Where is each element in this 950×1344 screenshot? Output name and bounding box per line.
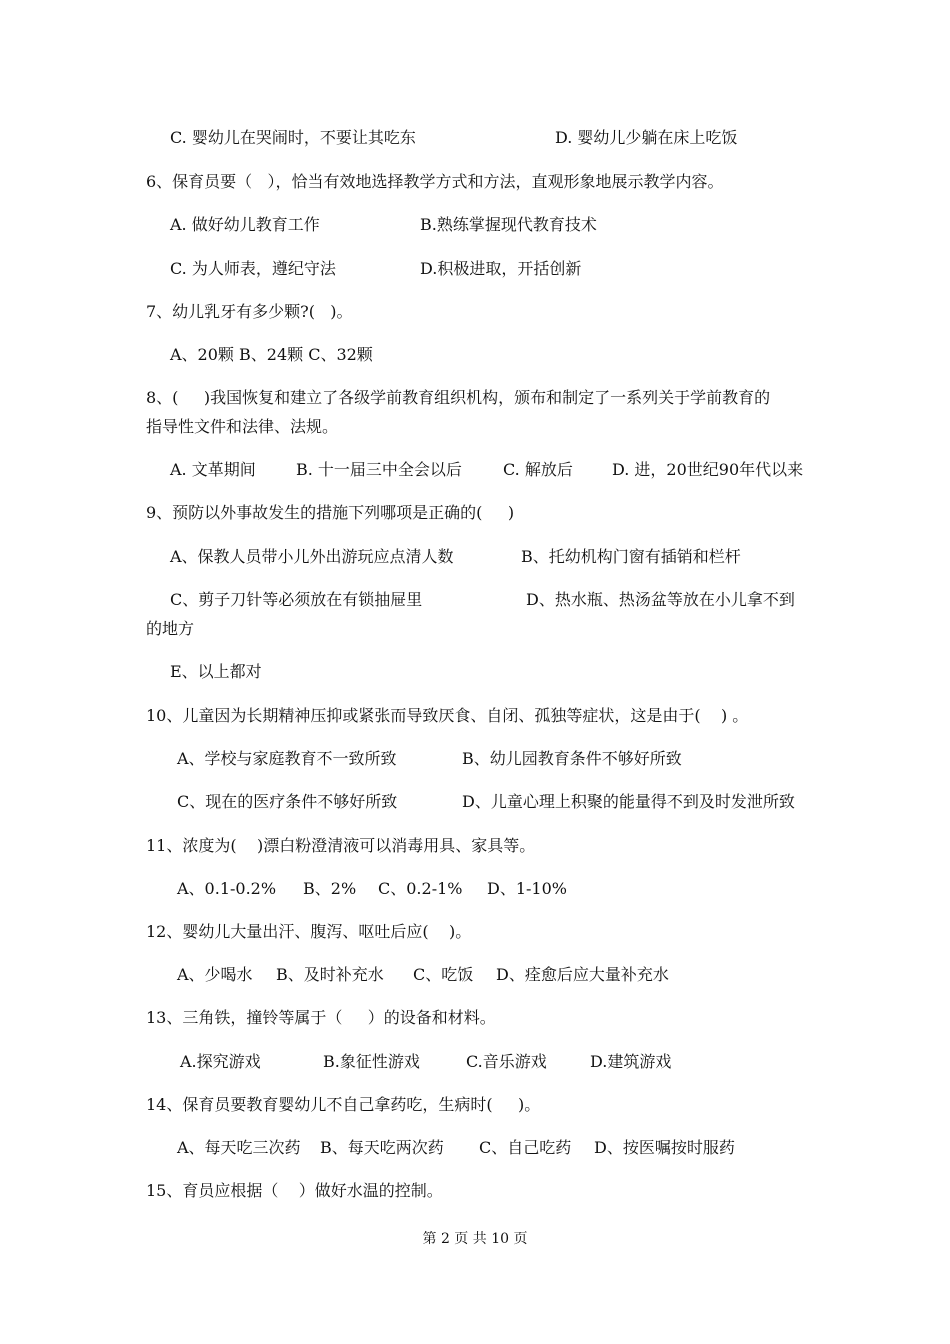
q13-stem: 13、三角铁，撞铃等属于（ ）的设备和材料。: [146, 1008, 496, 1027]
q11-option-a: A、0.1-0.2%: [177, 879, 277, 898]
q8-stem-line2: 指导性文件和法律、法规。: [146, 417, 339, 436]
q9-stem: 9、预防以外事故发生的措施下列哪项是正确的( ): [146, 503, 515, 522]
q13-option-b: B.象征性游戏: [323, 1052, 420, 1071]
q8-stem-line1: 8、( )我国恢复和建立了各级学前教育组织机构，颁布和制定了一系列关于学前教育的: [146, 388, 771, 407]
q9-option-d-line2: 的地方: [146, 619, 195, 638]
q9-option-c: C、剪子刀针等必须放在有锁抽屉里: [170, 590, 423, 609]
q11-stem: 11、浓度为( )漂白粉澄清液可以消毒用具、家具等。: [146, 836, 536, 855]
q11-option-b: B、2%: [303, 879, 357, 898]
q6-stem: 6、保育员要（ ），恰当有效地选择教学方式和方法，直观形象地展示教学内容。: [146, 172, 724, 191]
q15-stem: 15、育员应根据（ ）做好水温的控制。: [146, 1181, 443, 1200]
q10-option-b: B、幼儿园教育条件不够好所致: [462, 749, 682, 768]
q7-options: A、20颗 B、24颗 C、32颗: [170, 345, 373, 364]
q12-option-a: A、少喝水: [177, 965, 253, 984]
q13-option-c: C.音乐游戏: [466, 1052, 547, 1071]
q7-stem: 7、幼儿乳牙有多少颗?( )。: [146, 302, 353, 321]
q13-option-d: D.建筑游戏: [590, 1052, 672, 1071]
q14-option-c: C、自己吃药: [479, 1138, 572, 1157]
q14-option-a: A、每天吃三次药: [177, 1138, 301, 1157]
q10-option-d: D、儿童心理上积聚的能量得不到及时发泄所致: [462, 792, 795, 811]
q14-option-d: D、按医嘱按时服药: [594, 1138, 735, 1157]
q12-stem: 12、婴幼儿大量出汗、腹泻、呕吐后应( )。: [146, 922, 472, 941]
q10-option-a: A、学校与家庭教育不一致所致: [177, 749, 397, 768]
q14-stem: 14、保育员要教育婴幼儿不自己拿药吃，生病时( )。: [146, 1095, 541, 1114]
page-number-footer: 第 2 页 共 10 页: [422, 1231, 528, 1247]
q6-option-d: D.积极进取，开括创新: [420, 259, 582, 278]
q13-option-a: A.探究游戏: [180, 1052, 261, 1071]
q8-option-a: A. 文革期间: [170, 460, 256, 479]
q11-option-d: D、1-10%: [487, 879, 567, 898]
q9-option-a: A、保教人员带小儿外出游玩应点清人数: [170, 547, 454, 566]
q10-stem: 10、儿童因为长期精神压抑或紧张而导致厌食、自闭、孤独等症状，这是由于( ) 。: [146, 706, 749, 725]
q6-option-c: C. 为人师表，遵纪守法: [170, 259, 336, 278]
q12-option-d: D、痊愈后应大量补充水: [496, 965, 669, 984]
q11-option-c: C、0.2-1%: [378, 879, 463, 898]
q8-option-b: B. 十一届三中全会以后: [296, 460, 462, 479]
q9-option-b: B、托幼机构门窗有插销和栏杆: [521, 547, 741, 566]
q10-option-c: C、现在的医疗条件不够好所致: [177, 792, 398, 811]
q9-option-d-line1: D、热水瓶、热汤盆等放在小儿拿不到: [526, 590, 795, 609]
q5-option-c: C. 婴幼儿在哭闹时，不要让其吃东: [170, 128, 416, 147]
q8-option-c: C. 解放后: [503, 460, 573, 479]
q14-option-b: B、每天吃两次药: [320, 1138, 444, 1157]
q12-option-b: B、及时补充水: [276, 965, 384, 984]
q12-option-c: C、吃饭: [413, 965, 474, 984]
q8-option-d: D. 进，20世纪90年代以来: [612, 460, 804, 479]
q6-option-a: A. 做好幼儿教育工作: [170, 215, 320, 234]
q6-option-b: B.熟练掌握现代教育技术: [420, 215, 597, 234]
q5-option-d: D. 婴幼儿少躺在床上吃饭: [555, 128, 738, 147]
q9-option-e: E、以上都对: [170, 662, 262, 681]
